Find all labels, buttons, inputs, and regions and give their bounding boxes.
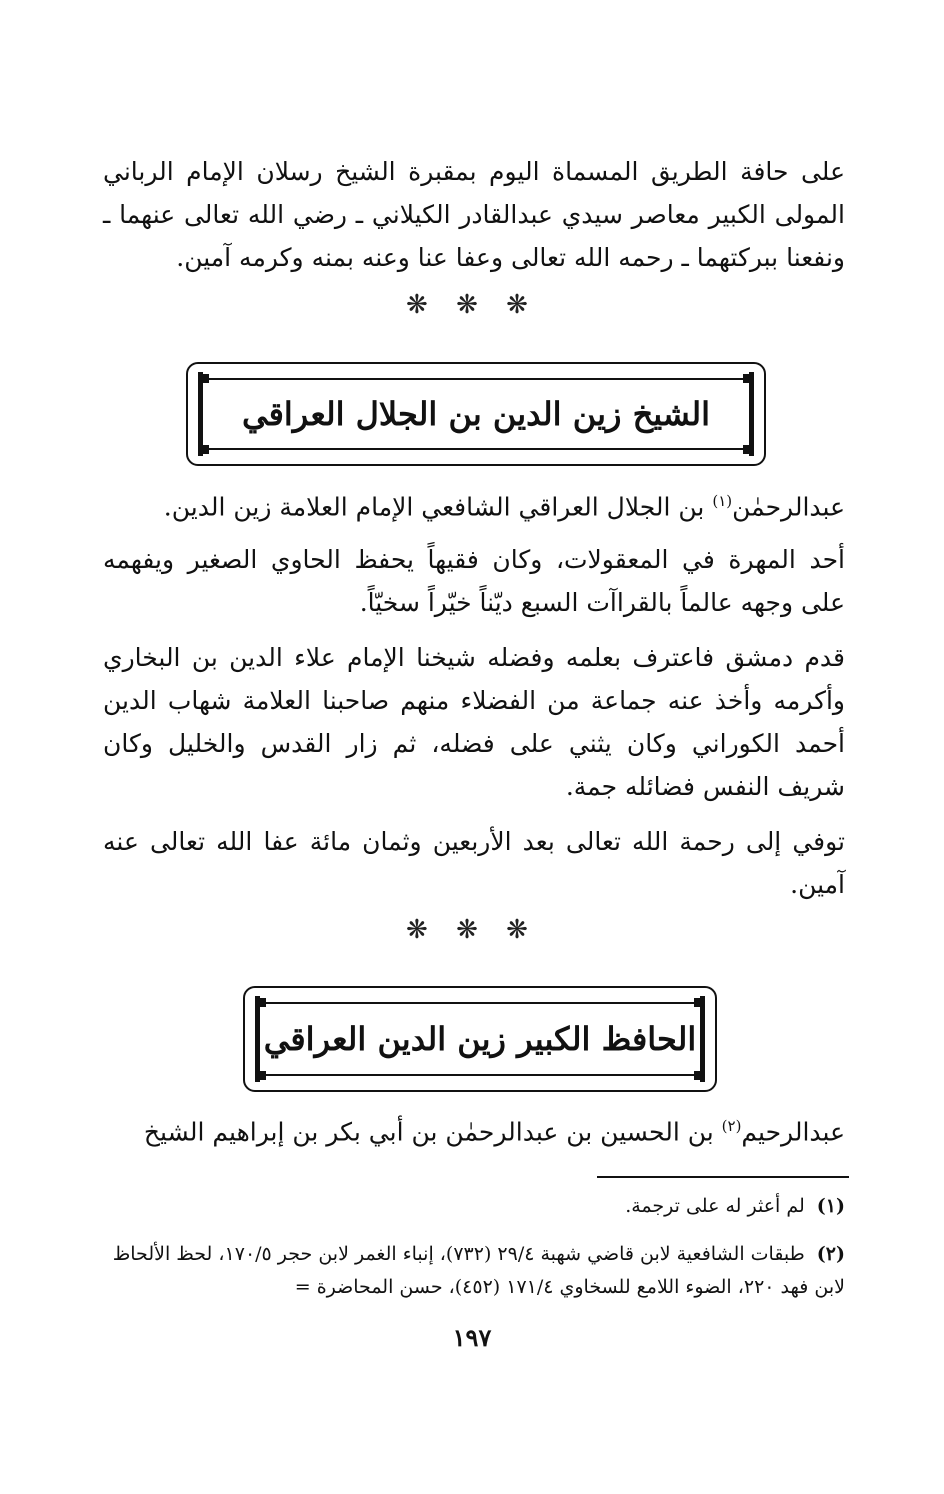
separator-ornament: ❋ ❋ ❋ (406, 915, 538, 945)
biography-intro (103, 480, 845, 528)
footnote-number: (١) (816, 1195, 845, 1217)
section-title: الحافظ الكبير زين الدين العراقي (263, 1020, 697, 1058)
section-title-frame (243, 986, 717, 1092)
biography-paragraph: توفي إلى رحمة الله تعالى بعد الأربعين وثمان مائة عفا الله تعالى عنه آمين. (103, 827, 845, 899)
biography-paragraph: قدم دمشق فاعترف بعلمه وفضله شيخنا الإمام علاء الدين بن البخاري وأكرمه وأخذ عنه جماعة من الفضلاء منهم صاحبنا العلامة شهاب الدين أحمد الكوراني وكان يثني على فضله، ثم زار القدس والخليل وكان شريف النفس فضائله جمة. (103, 643, 846, 801)
biography-paragraph: أحد المهرة في المعقولات، وكان فقيهاً يحفظ الحاوي الصغير ويفهمه على وجهه عالماً بالقراآت السبع ديّناً خيّراً سخيّاً. (103, 545, 845, 617)
footnote-number: (٢) (816, 1243, 845, 1265)
intro-text: بن الحسين بن عبدالرحمٰن بن أبي بكر بن إبراهيم الشيخ (143, 1117, 722, 1147)
biography-intro (103, 1105, 845, 1153)
footnote (103, 1238, 845, 1304)
section-title: الشيخ زين الدين بن الجلال العراقي (241, 395, 711, 433)
separator-ornament: ❋ ❋ ❋ (406, 290, 538, 320)
person-name: عبدالرحيم (741, 1117, 845, 1147)
page-number: ١٩٧ (452, 1323, 492, 1352)
top-paragraph: على حافة الطريق المسماة اليوم بمقبرة الشيخ رسلان الإمام الرباني المولى الكبير معاصر سيدي عبدالقادر الكيلاني ـ رضي الله تعالى عنهما ـ ونفعنا ببركتهما ـ رحمه الله تعالى وعفا عنا وعنه بمنه وكرمه آمين. (103, 157, 845, 272)
footnote-text: طبقات الشافعية لابن قاضي شهبة ٢٩/٤ (٧٣٢)، إنباء الغمر لابن حجر ١٧٠/٥، لحظ الألحاظ لابن فهد ٢٢٠، الضوء اللامع للسخاوي ١٧١/٤ (٤٥٢)، حسن المحاضرة = (112, 1243, 845, 1298)
footnote (103, 1190, 845, 1223)
footnote-text: لم أعثر له على ترجمة. (625, 1195, 805, 1217)
intro-text: بن الجلال العراقي الشافعي الإمام العلامة زين الدين. (163, 492, 713, 522)
section-title-frame (186, 362, 766, 466)
person-name: عبدالرحمٰن (732, 492, 845, 522)
footnote-rule (597, 1176, 849, 1178)
footnote-ref[interactable]: (١) (712, 492, 733, 510)
footnote-ref[interactable]: (٢) (721, 1117, 742, 1135)
